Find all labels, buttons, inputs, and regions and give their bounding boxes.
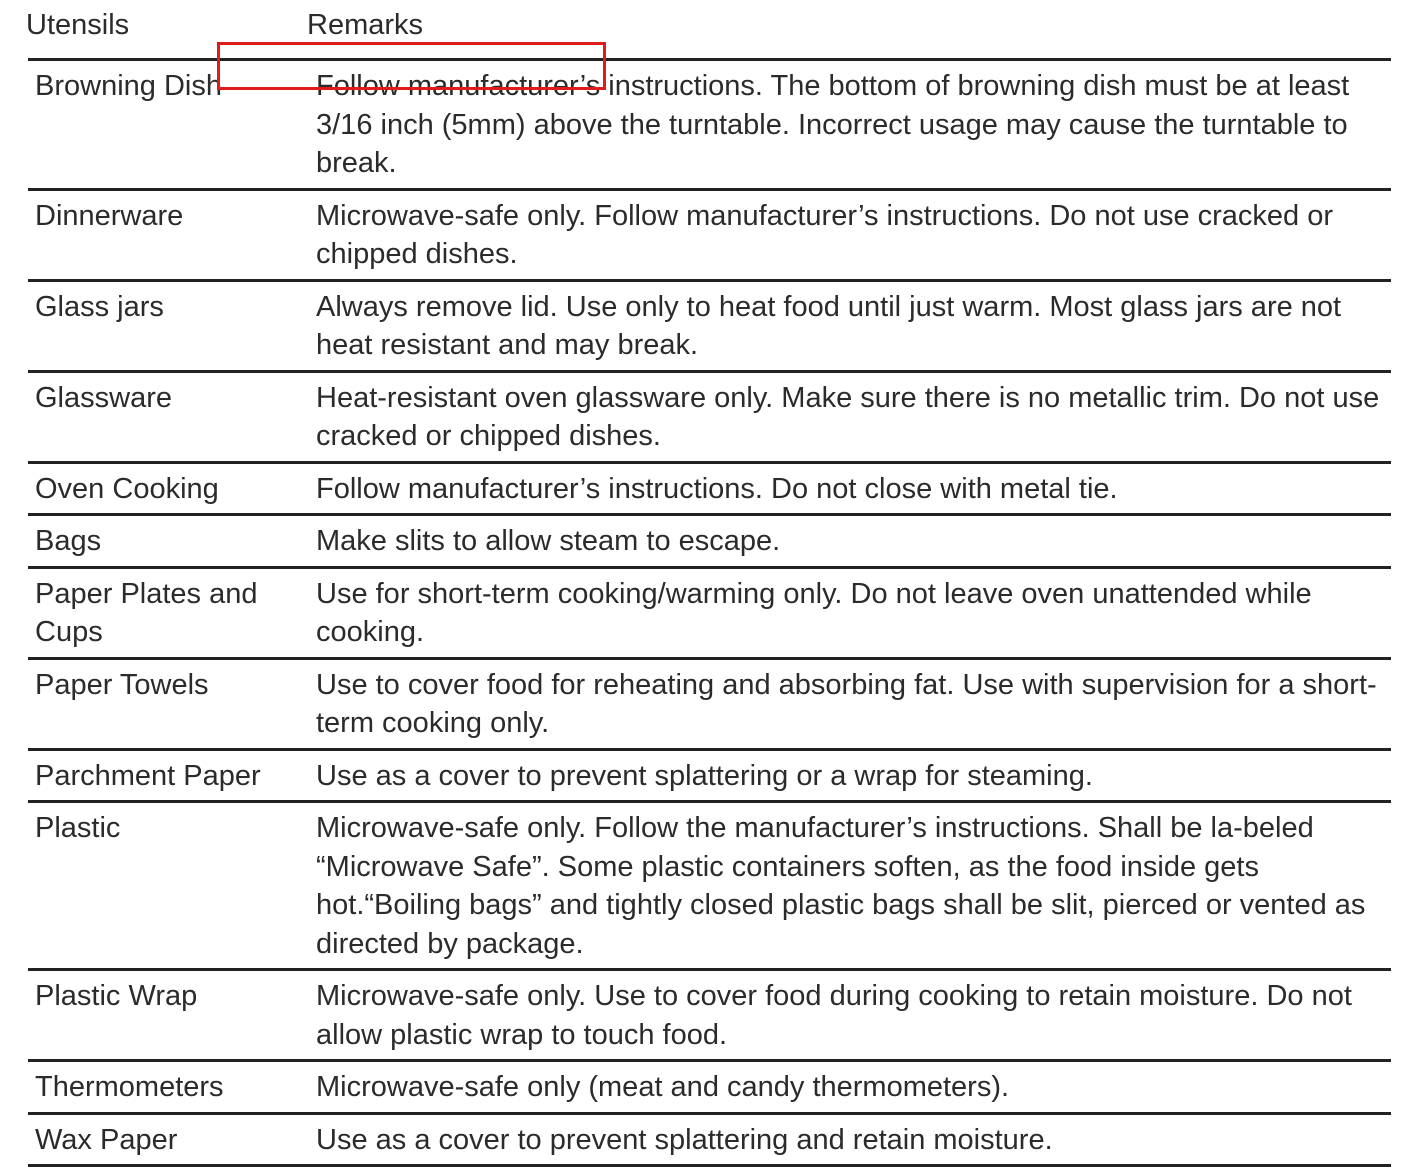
utensil-cell: Parchment Paper bbox=[28, 751, 310, 801]
remark-cell: Use for short-term cooking/warming only. Do not leave oven unattended while cooking. bbox=[310, 569, 1391, 657]
table-row bbox=[28, 751, 1391, 804]
table-row bbox=[28, 282, 1391, 373]
header-remarks: Remarks bbox=[307, 8, 423, 42]
table-row bbox=[28, 1062, 1391, 1115]
remark-cell: Heat-resistant oven glassware only. Make sure there is no metallic trim. Do not use cracked or chipped dishes. bbox=[310, 373, 1391, 461]
table-row bbox=[28, 660, 1391, 751]
utensil-cell: Glassware bbox=[28, 373, 310, 461]
utensil-cell: Thermometers bbox=[28, 1062, 310, 1112]
utensil-cell: Paper Plates and Cups bbox=[28, 569, 310, 657]
table-row bbox=[28, 1115, 1391, 1167]
utensil-cell: Oven Cooking bbox=[28, 464, 310, 514]
utensil-cell: Browning Dish bbox=[28, 61, 310, 188]
remark-cell: Follow manufacturer’s instructions. The bottom of browning dish must be at least 3/16 inch (5mm) above the turntable. Incorrect usage may cause the turntable to break. bbox=[310, 61, 1391, 188]
table-row bbox=[28, 569, 1391, 660]
utensil-cell: Glass jars bbox=[28, 282, 310, 370]
remark-cell: Microwave-safe only (meat and candy thermometers). bbox=[310, 1062, 1391, 1112]
remark-cell: Use to cover food for reheating and absorbing fat. Use with supervision for a short-term cooking only. bbox=[310, 660, 1391, 748]
utensil-cell: Plastic Wrap bbox=[28, 971, 310, 1059]
table-row bbox=[28, 516, 1391, 569]
header-utensils: Utensils bbox=[26, 8, 129, 42]
remark-cell: Microwave-safe only. Use to cover food during cooking to retain moisture. Do not allow plastic wrap to touch food. bbox=[310, 971, 1391, 1059]
utensil-cell: Bags bbox=[28, 516, 310, 566]
table-row bbox=[28, 971, 1391, 1062]
remark-cell: Follow manufacturer’s instructions. Do not close with metal tie. bbox=[310, 464, 1391, 514]
remark-cell: Always remove lid. Use only to heat food until just warm. Most glass jars are not heat resistant and may break. bbox=[310, 282, 1391, 370]
utensil-cell: Dinnerware bbox=[28, 191, 310, 279]
utensils-table bbox=[28, 58, 1391, 1167]
table-row bbox=[28, 191, 1391, 282]
table-row bbox=[28, 61, 1391, 191]
remark-cell: Use as a cover to prevent splattering or a wrap for steaming. bbox=[310, 751, 1391, 801]
remark-cell: Use as a cover to prevent splattering and retain moisture. bbox=[310, 1115, 1391, 1165]
table-header bbox=[0, 0, 1417, 60]
utensil-cell: Wax Paper bbox=[28, 1115, 310, 1165]
remark-cell: Microwave-safe only. Follow the manufacturer’s instructions. Shall be la-beled “Microwave Safe”. Some plastic containers soften, as the food inside gets hot.“Boiling bags” and tightly closed plastic bags shall be slit, pierced or vented as directed by package. bbox=[310, 803, 1391, 968]
utensil-cell: Plastic bbox=[28, 803, 310, 968]
table-row bbox=[28, 464, 1391, 517]
utensil-cell: Paper Towels bbox=[28, 660, 310, 748]
remark-cell: Microwave-safe only. Follow manufacturer’s instructions. Do not use cracked or chipped dishes. bbox=[310, 191, 1391, 279]
table-row bbox=[28, 373, 1391, 464]
table-row bbox=[28, 803, 1391, 971]
remark-cell: Make slits to allow steam to escape. bbox=[310, 516, 1391, 566]
